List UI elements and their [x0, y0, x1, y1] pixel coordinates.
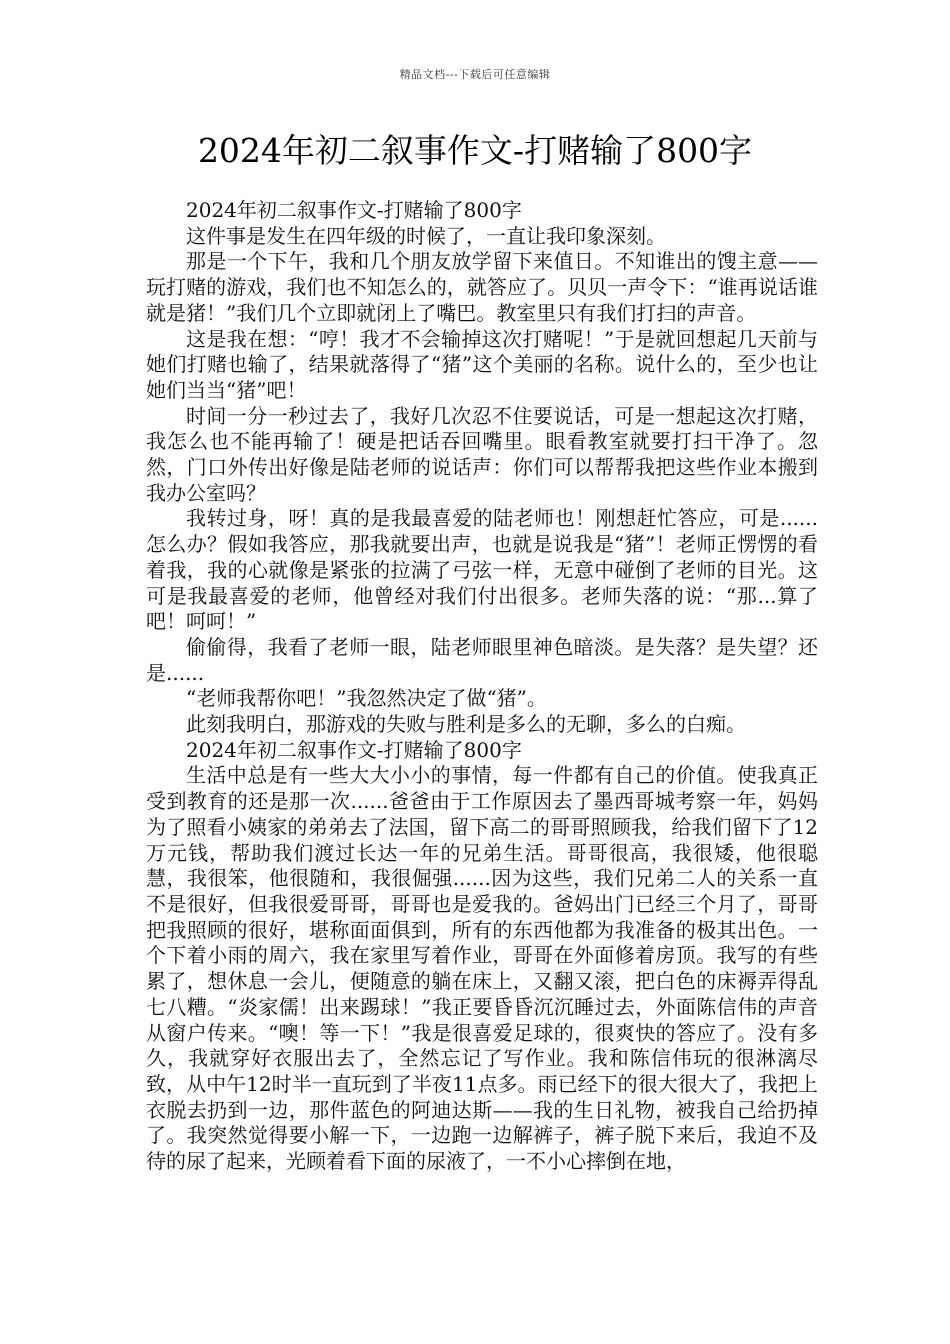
- paragraph: 我转过身，呀！真的是我最喜爱的陆老师也！刚想赶忙答应，可是......怎么办？假如我答应，那我就要出声，也就是说我是“猪”！老师正愣愣的看着我，我的心就像是紧张的拉满了弓弦一样，无意中碰倒了老师的目光。这可是我最喜爱的老师，他曾经对我们付出很多。老师失落的说：“那...算了吧！呵呵！”: [146, 506, 818, 634]
- document-body: [146, 198, 818, 1175]
- paragraph: 那是一个下午，我和几个朋友放学留下来值日。不知谁出的馊主意——玩打赌的游戏，我们也不知怎么的，就答应了。贝贝一声令下：“谁再说话谁就是猪！”我们几个立即就闭上了嘴巴。教室里只有我们打扫的声音。: [146, 249, 818, 325]
- paragraph: 2024年初二叙事作文-打赌输了800字: [186, 737, 522, 762]
- paragraph: 这件事是发生在四年级的时候了，一直让我印象深刻。: [186, 223, 666, 248]
- paragraph: 2024年初二叙事作文-打赌输了800字: [186, 198, 522, 222]
- paragraph: 此刻我明白，那游戏的失败与胜利是多么的无聊，多么的白痴。: [186, 712, 746, 737]
- paragraph: 这是我在想：“哼！我才不会输掉这次打赌呢！”于是就回想起几天前与她们打赌也输了，结果就落得了“猪”这个美丽的名称。说什么的，至少也让她们当当“猪”吧！: [146, 326, 818, 402]
- header-note: 精品文档---下载后可任意编辑: [399, 68, 551, 81]
- paragraph: 时间一分一秒过去了，我好几次忍不住要说话，可是一想起这次打赌，我怎么也不能再输了！硬是把话吞回嘴里。眼看教室就要打扫干净了。忽然，门口外传出好像是陆老师的说话声：你们可以帮帮我把这些作业本搬到我办公室吗？: [146, 403, 818, 505]
- document-title: 2024年初二叙事作文-打赌输了800字: [197, 131, 753, 170]
- paragraph: 生活中总是有一些大大小小的事情，每一件都有自己的价值。使我真正受到教育的还是那一次......爸爸由于工作原因去了墨西哥城考察一年，妈妈为了照看小姨家的弟弟去了法国，留下高二的哥哥照顾我，给我们留下了12万元钱，帮助我们渡过长达一年的兄弟生活。哥哥很高，我很矮，他很聪慧，我很笨，他很随和，我很倔强......因为这些，我们兄弟二人的关系一直不是很好，但我很爱哥哥，哥哥也是爱我的。爸妈出门已经三个月了，哥哥把我照顾的很好，堪称面面俱到，所有的东西他都为我准备的极其出色。一个下着小雨的周六，我在家里写着作业，哥哥在外面修着房顶。我写的有些累了，想休息一会儿，便随意的躺在床上，又翻又滚，把白色的床褥弄得乱七八糟。“炎家儒！出来踢球！”我正要昏昏沉沉睡过去，外面陈信伟的声音从窗户传来。“噢！等一下！”我是很喜爱足球的，很爽快的答应了。没有多久，我就穿好衣服出去了，全然忘记了写作业。我和陈信伟玩的很淋漓尽致，从中午12时半一直玩到了半夜11点多。雨已经下的很大很大了，我把上衣脱去扔到一边，那件蓝色的阿迪达斯——我的生日礼物，被我自己给扔掉了。我突然觉得要小解一下，一边跑一边解裤子，裤子脱下来后，我迫不及待的尿了起来，光顾着看下面的尿液了，一不小心摔倒在地，: [146, 763, 818, 1174]
- paragraph: 偷偷得，我看了老师一眼，陆老师眼里神色暗淡。是失落？是失望？还是......: [146, 634, 818, 685]
- paragraph: “老师我帮你吧！”我忽然决定了做“猪”。: [186, 686, 547, 711]
